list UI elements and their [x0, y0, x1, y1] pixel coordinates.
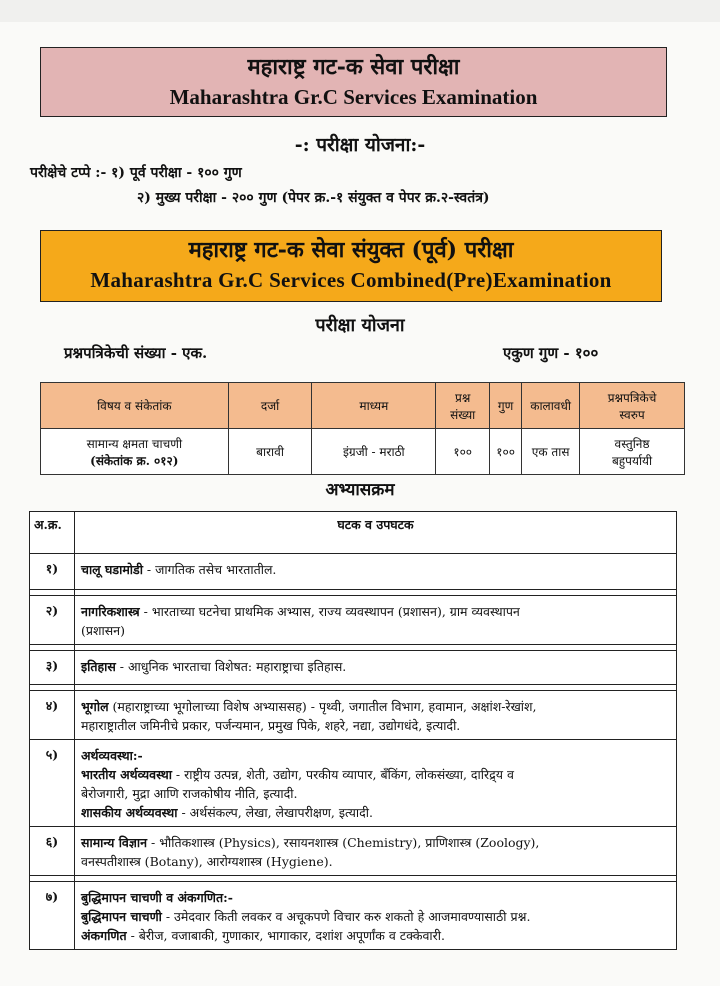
- exam-title-english: Maharashtra Gr.C Services Examination: [169, 85, 538, 109]
- table-cell: इंग्रजी - मराठी: [312, 429, 436, 475]
- table-header-row: [41, 383, 685, 429]
- row-content: इतिहास - आधुनिक भारताचा विशेषत: महाराष्ट्राचा इतिहास.: [75, 651, 677, 685]
- table-row: [30, 740, 677, 827]
- table-cell: १००: [436, 429, 490, 475]
- table-row: [30, 651, 677, 685]
- syllabus-heading: अभ्यासक्रम: [325, 480, 395, 500]
- table-row: [30, 554, 677, 590]
- column-header: अ.क्र.: [30, 512, 75, 554]
- exam-scheme-heading: -: परीक्षा योजना:-: [294, 134, 426, 156]
- table-cell: सामान्य क्षमता चाचणी (संकेतांक क्र. ०१२): [41, 429, 229, 475]
- row-number: ४): [30, 691, 75, 740]
- exam-scheme-table: [40, 382, 685, 475]
- table-cell: वस्तुनिष्ठ बहुपर्यायी: [580, 429, 685, 475]
- row-content: नागरिकशास्त्र - भारताच्या घटनेचा प्राथमिक अभ्यास, राज्य व्यवस्थापन (प्रशासन), ग्राम व्यवस्थापन (प्रशासन): [75, 596, 677, 645]
- total-marks: एकुण गुण - १००: [503, 344, 599, 362]
- table-header-row: [30, 512, 677, 554]
- prelim-scheme-heading: परीक्षा योजना: [315, 315, 405, 336]
- table-row: [30, 596, 677, 645]
- table-row: [41, 429, 685, 475]
- table-row: [30, 827, 677, 876]
- row-content: सामान्य विज्ञान - भौतिकशास्त्र (Physics), रसायनशास्त्र (Chemistry), प्राणिशास्त्र (Zoology), वनस्पतीशास्त्र (Botany), आरोग्यशास्त्र (Hygiene).: [75, 827, 677, 876]
- row-number: ७): [30, 882, 75, 950]
- exam-title-banner: [40, 47, 667, 117]
- table-cell: बारावी: [228, 429, 312, 475]
- table-cell: १००: [490, 429, 522, 475]
- row-content: अर्थव्यवस्था:- भारतीय अर्थव्यवस्था - राष्ट्रीय उत्पन्न, शेती, उद्योग, परकीय व्यापार, बँकिंग, लोकसंख्या, दारिद्र्य व बेरोजगारी, मुद्रा आणि राजकोषीय नीति, इत्यादी. शासकीय अर्थव्यवस्था - अर्थसंकल्प, लेखा, लेखापरीक्षण, इत्यादी.: [75, 740, 677, 827]
- column-header: माध्यम: [312, 383, 436, 429]
- column-header: प्रश्न संख्या: [436, 383, 490, 429]
- row-number: १): [30, 554, 75, 590]
- table-row: [30, 691, 677, 740]
- exam-title-marathi: महाराष्ट्र गट-क सेवा परीक्षा: [247, 54, 460, 80]
- table-row: [30, 882, 677, 950]
- table-cell: एक तास: [522, 429, 580, 475]
- exam-stage-2: २) मुख्य परीक्षा - २०० गुण (पेपर क्र.-१ संयुक्त व पेपर क्र.२-स्वतंत्र): [137, 190, 490, 206]
- row-number: ३): [30, 651, 75, 685]
- row-number: ५): [30, 740, 75, 827]
- row-content: भूगोल (महाराष्ट्राच्या भूगोलाच्या विशेष अभ्याससह) - पृथ्वी, जगातील विभाग, हवामान, अक्षांश-रेखांश, महाराष्ट्रातील जमिनीचे प्रकार, पर्जन्यमान, प्रमुख पिके, शहरे, नद्या, उद्योगधंदे, इत्यादी.: [75, 691, 677, 740]
- exam-stage-1: परीक्षेचे टप्पे :- १) पूर्व परीक्षा - १०० गुण: [30, 165, 242, 181]
- column-header: गुण: [490, 383, 522, 429]
- paper-count: प्रश्नपत्रिकेची संख्या - एक.: [64, 344, 208, 362]
- syllabus-table: [29, 511, 677, 950]
- row-number: ६): [30, 827, 75, 876]
- column-header: विषय व संकेतांक: [41, 383, 229, 429]
- row-number: २): [30, 596, 75, 645]
- prelim-title-marathi: महाराष्ट्र गट-क सेवा संयुक्त (पूर्व) परीक्षा: [188, 237, 514, 263]
- column-header: प्रश्नपत्रिकेचे स्वरुप: [580, 383, 685, 429]
- row-content: चालू घडामोडी - जागतिक तसेच भारतातील.: [75, 554, 677, 590]
- prelim-title-english: Maharashtra Gr.C Services Combined(Pre)Examination: [90, 268, 612, 292]
- column-header: दर्जा: [228, 383, 312, 429]
- column-header: कालावधी: [522, 383, 580, 429]
- row-content: बुद्धिमापन चाचणी व अंकगणित:- बुद्धिमापन चाचणी - उमेदवार किती लवकर व अचूकपणे विचार करु शकतो हे आजमावण्यासाठी प्रश्न. अंकगणित - बेरीज, वजाबाकी, गुणाकार, भागाकार, दशांश अपूर्णांक व टक्केवारी.: [75, 882, 677, 950]
- column-header: घटक व उपघटक: [75, 512, 677, 554]
- prelim-title-banner: [40, 230, 662, 302]
